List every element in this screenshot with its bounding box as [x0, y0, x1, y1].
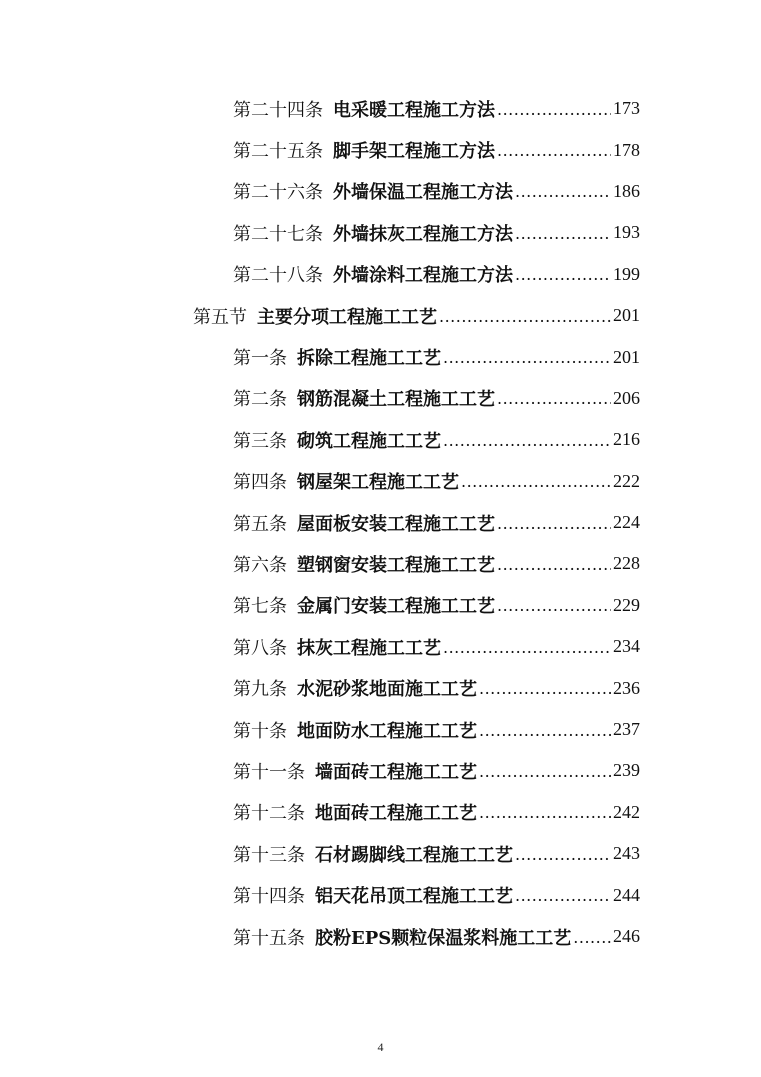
toc-dot-leader: [497, 100, 611, 118]
toc-entry-number: 第五条: [233, 513, 287, 535]
toc-entry-title: 外墙抹灰工程施工方法: [333, 223, 513, 245]
toc-dot-leader: [515, 265, 611, 283]
toc-entry-page: 186: [613, 180, 640, 201]
toc-entry-number: 第十五条: [233, 927, 305, 949]
toc-entry[interactable]: [0, 129, 640, 170]
toc-entry-title: 铝天花吊顶工程施工工艺: [315, 886, 513, 908]
toc-entry[interactable]: [0, 419, 640, 460]
toc-entry-number: 第二条: [233, 389, 287, 411]
toc-entry-number: 第七条: [233, 596, 287, 618]
toc-entry-title: 塑钢窗安装工程施工工艺: [297, 554, 495, 576]
toc-entry[interactable]: [0, 916, 640, 957]
toc-entry[interactable]: [0, 667, 640, 708]
toc-entry-title: 拆除工程施工工艺: [297, 348, 441, 370]
toc-entry[interactable]: [0, 378, 640, 419]
page-number: 4: [377, 1040, 384, 1054]
toc-entry-page: 173: [613, 98, 640, 119]
toc-entry[interactable]: [0, 626, 640, 667]
toc-entry-number: 第九条: [233, 679, 287, 701]
toc-entry-number: 第十二条: [233, 803, 305, 825]
toc-dot-leader: [443, 638, 611, 656]
toc-entry-page: 237: [613, 719, 640, 740]
toc-entry[interactable]: [0, 336, 640, 377]
toc-dot-leader: [515, 182, 611, 200]
toc-dot-leader: [439, 307, 611, 325]
toc-dot-leader: [443, 348, 611, 366]
toc-entry-page: 242: [613, 801, 640, 822]
toc-dot-leader: [497, 514, 611, 532]
toc-entry-page: 246: [613, 926, 640, 946]
toc-entry[interactable]: [0, 792, 640, 833]
toc-entry-page: 222: [613, 470, 640, 491]
toc-entry[interactable]: [0, 171, 640, 212]
toc-dot-leader: [497, 555, 611, 573]
toc-entry-title: 墙面砖工程施工工艺: [315, 761, 477, 783]
toc-entry-title: 抹灰工程施工工艺: [297, 637, 441, 659]
toc-entry-number: 第六条: [233, 554, 287, 576]
toc-entry[interactable]: [0, 254, 640, 295]
toc-entry-number: 第三条: [233, 430, 287, 452]
toc-entry[interactable]: [0, 502, 640, 543]
toc-entry-page: 239: [613, 760, 640, 781]
toc-entry[interactable]: [0, 543, 640, 584]
toc-dot-leader: [479, 721, 611, 739]
toc-dot-leader: [573, 928, 611, 946]
toc-entry-number: 第四条: [233, 472, 287, 494]
toc-entry-page: 244: [613, 884, 640, 905]
toc-entry-title: 水泥砂浆地面施工工艺: [297, 679, 477, 701]
toc-entry-page: 216: [613, 429, 640, 450]
toc-entry-title: 金属门安装工程施工工艺: [297, 596, 495, 618]
toc-entry-title: 外墙涂料工程施工方法: [333, 265, 513, 287]
toc-dot-leader: [515, 886, 611, 904]
toc-entry-title: 电采暖工程施工方法: [333, 99, 495, 121]
toc-entry-number: 第一条: [233, 348, 287, 370]
toc-entry-number: 第十四条: [233, 886, 305, 908]
toc-entry-title: 外墙保温工程施工方法: [333, 182, 513, 204]
toc-section-entry[interactable]: [0, 295, 640, 336]
toc-entry[interactable]: [0, 833, 640, 874]
toc-entry-title: 地面防水工程施工工艺: [297, 720, 477, 742]
toc-dot-leader: [497, 389, 611, 407]
toc-entry[interactable]: [0, 212, 640, 253]
toc-entry-number: 第八条: [233, 637, 287, 659]
toc-entry[interactable]: [0, 88, 640, 129]
toc-dot-leader: [479, 679, 611, 697]
toc-entry-number: 第十条: [233, 720, 287, 742]
toc-dot-leader: [497, 596, 611, 614]
toc-entry-title: 钢筋混凝土工程施工工艺: [297, 389, 495, 411]
toc-entry-page: 234: [613, 636, 640, 657]
toc-entry-title: 石材踢脚线工程施工工艺: [315, 844, 513, 866]
toc-entry-number: 第二十七条: [233, 223, 323, 245]
toc-entry-page: 224: [613, 512, 640, 533]
toc-entry[interactable]: [0, 585, 640, 626]
toc-entry-page: 199: [613, 263, 640, 284]
toc-entry-page: 193: [613, 222, 640, 243]
toc-entry-title: 主要分项工程施工工艺: [257, 306, 437, 328]
toc-dot-leader: [479, 803, 611, 821]
toc-entry-page: 201: [613, 346, 640, 367]
toc-list: [0, 88, 640, 957]
toc-entry-number: 第五节: [193, 306, 247, 328]
toc-entry-number: 第二十五条: [233, 141, 323, 163]
toc-entry-page: 236: [613, 677, 640, 698]
toc-entry-page: 178: [613, 139, 640, 160]
toc-entry-number: 第二十六条: [233, 182, 323, 204]
toc-entry-page: 201: [613, 305, 640, 326]
toc-dot-leader: [443, 431, 611, 449]
toc-entry-title: 砌筑工程施工工艺: [297, 430, 441, 452]
toc-entry-title: 屋面板安装工程施工工艺: [297, 513, 495, 535]
toc-entry[interactable]: [0, 750, 640, 791]
toc-dot-leader: [515, 224, 611, 242]
toc-entry-page: 243: [613, 843, 640, 864]
toc-entry-page: 228: [613, 553, 640, 574]
toc-entry-number: 第十三条: [233, 844, 305, 866]
toc-entry-page: 206: [613, 387, 640, 408]
toc-entry[interactable]: [0, 461, 640, 502]
toc-entry-number: 第二十八条: [233, 265, 323, 287]
toc-entry[interactable]: [0, 709, 640, 750]
toc-entry-number: 第二十四条: [233, 99, 323, 121]
toc-entry-title: 钢屋架工程施工工艺: [297, 472, 459, 494]
toc-entry-title: 胶粉EPS颗粒保温浆料施工工艺: [315, 927, 572, 949]
toc-dot-leader: [461, 472, 611, 490]
toc-entry-title: 地面砖工程施工工艺: [315, 803, 477, 825]
toc-entry-page: 229: [613, 594, 640, 615]
toc-dot-leader: [515, 845, 611, 863]
toc-dot-leader: [497, 141, 611, 159]
toc-entry-title: 脚手架工程施工方法: [333, 141, 495, 163]
toc-dot-leader: [479, 762, 611, 780]
toc-entry-number: 第十一条: [233, 761, 305, 783]
toc-entry[interactable]: [0, 874, 640, 915]
